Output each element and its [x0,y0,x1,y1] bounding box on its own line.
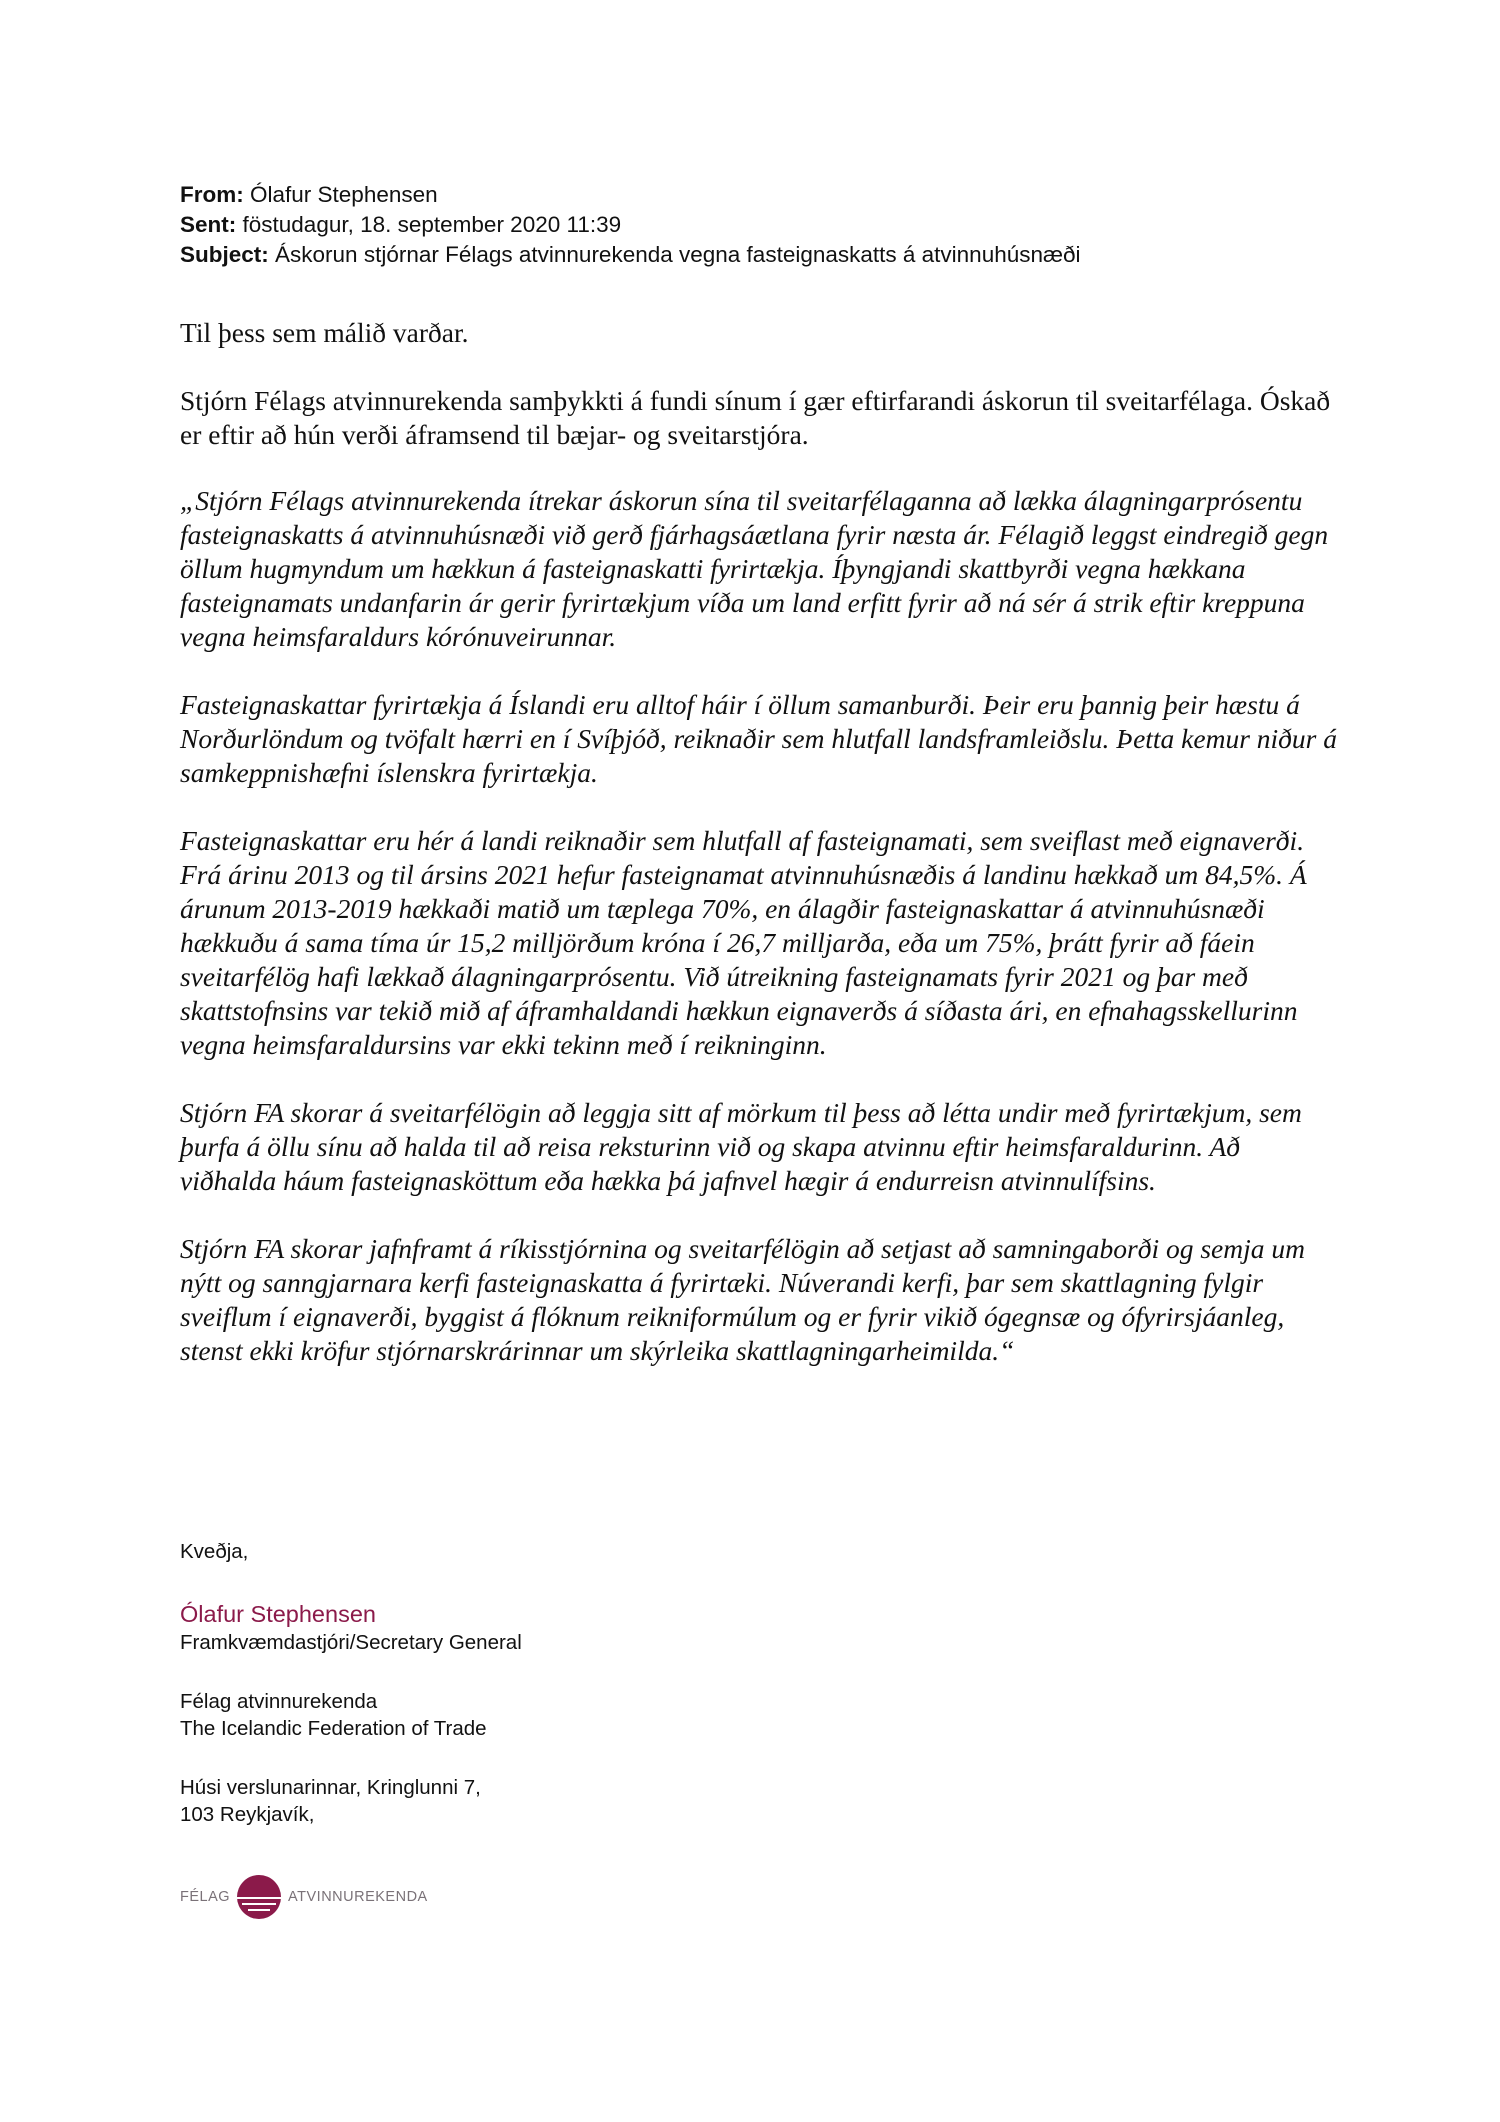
address [180,1774,522,1828]
quote-paragraph: Fasteignaskattar fyrirtækja á Íslandi eru alltof háir í öllum samanburði. Þeir eru þannig þeir hæstu á Norðurlöndum og tvöfalt hærri en í Svíþjóð, reiknaðir sem hlutfall landsframleiðslu. Þetta kemur niður á samkeppnishæfni íslenskra fyrirtækja. [180,689,1338,788]
signature-name: Ólafur Stephensen [180,1601,376,1627]
logo-text-right: ATVINNUREKENDA [288,1889,428,1905]
greeting: Til þess sem málið varðar. [180,317,469,348]
subject-value: Áskorun stjórnar Félags atvinnurekenda vegna fasteignaskatts á atvinnuhúsnæði [275,242,1081,267]
organization [180,1688,522,1742]
sent-label: Sent: [180,212,237,237]
logo-circle-icon [236,1874,282,1920]
organization-logo [180,1874,428,1920]
address-line: 103 Reykjavík, [180,1803,315,1826]
letter-body [180,316,1340,1402]
from-label: From: [180,182,244,207]
closing: Kveðja, [180,1540,249,1563]
quote-paragraph: Stjórn FA skorar jafnframt á ríkisstjórnina og sveitarfélögin að setjast að samningaborði og semja um nýtt og sanngjarnara kerfi fasteignaskatta á fyrirtæki. Núverandi kerfi, þar sem skattlagning fylgir sveiflum í eignaverði, byggist á flóknum reikniformúlum og er fyrir vikið ógegnsæ og ófyrirsjáanleg, stenst ekki kröfur stjórnarskrárinnar um skýrleika skattlagningarheimilda.“ [180,1233,1306,1366]
sent-row [180,210,1081,240]
org-name-is: Félag atvinnurekenda [180,1690,378,1713]
quote-paragraph: Fasteignaskattar eru hér á landi reiknaðir sem hlutfall af fasteignamati, sem sveiflast með eignaverði. Frá árinu 2013 og til ársins 2021 hefur fasteignamat atvinnuhúsnæðis á landinu hækkað um 84,5%. Á árunum 2013-2019 hækkaði matið um tæplega 70%, en álagðir fasteignaskattar á atvinnuhúsnæði hækkuðu á sama tíma úr 15,2 milljörðum króna í 26,7 milljarða, eða um 75%, þrátt fyrir að fáein sveitarfélög hafi lækkað álagningarprósentu. Við útreikning fasteignamats fyrir 2021 og þar með skattstofnsins var tekið mið af áframhaldandi hækkun eignaverðs á síðasta ári, en efnahagsskellurinn vegna heimsfaraldursins var ekki tekinn með í reikninginn. [180,825,1307,1060]
quote-paragraph: Stjórn FA skorar á sveitarfélögin að leggja sitt af mörkum til þess að létta undir með fyrirtækjum, sem þurfa á öllu sínu að halda til að reisa reksturinn við og skapa atvinnu eftir heimsfaraldurinn. Að viðhalda háum fasteignasköttum eða hækka þá jafnvel hægir á endurreisn atvinnulífsins. [180,1097,1302,1196]
signature-block [180,1538,522,1828]
logo-text-left: FÉLAG [180,1889,231,1905]
quote-paragraph: „Stjórn Félags atvinnurekenda ítrekar áskorun sína til sveitarfélaganna að lækka álagningarprósentu fasteignaskatts á atvinnuhúsnæði við gerð fjárhagsáætlana fyrir næsta ár. Félagið leggst eindregið gegn öllum hugmyndum um hækkun á fasteignaskatti fyrirtækja. Íþyngjandi skattbyrði vegna hækkana fasteignamats undanfarin ár gerir fyrirtækjum víða um land erfitt fyrir að ná sér á strik eftir kreppuna vegna heimsfaraldurs kórónuveirunnar. [180,485,1329,652]
signature-title: Framkvæmdastjóri/Secretary General [180,1631,522,1654]
subject-label: Subject: [180,242,269,267]
address-line: Húsi verslunarinnar, Kringlunni 7, [180,1776,481,1799]
email-header [180,180,1081,270]
intro-paragraph: Stjórn Félags atvinnurekenda samþykkti á fundi sínum í gær eftirfarandi áskorun til sveitarfélaga. Óskað er eftir að hún verði áframsend til bæjar- og sveitarstjóra. [180,385,1331,450]
subject-row [180,240,1081,270]
org-name-en: The Icelandic Federation of Trade [180,1717,487,1740]
from-row [180,180,1081,210]
sent-value: föstudagur, 18. september 2020 11:39 [242,212,622,237]
from-value: Ólafur Stephensen [250,182,438,207]
